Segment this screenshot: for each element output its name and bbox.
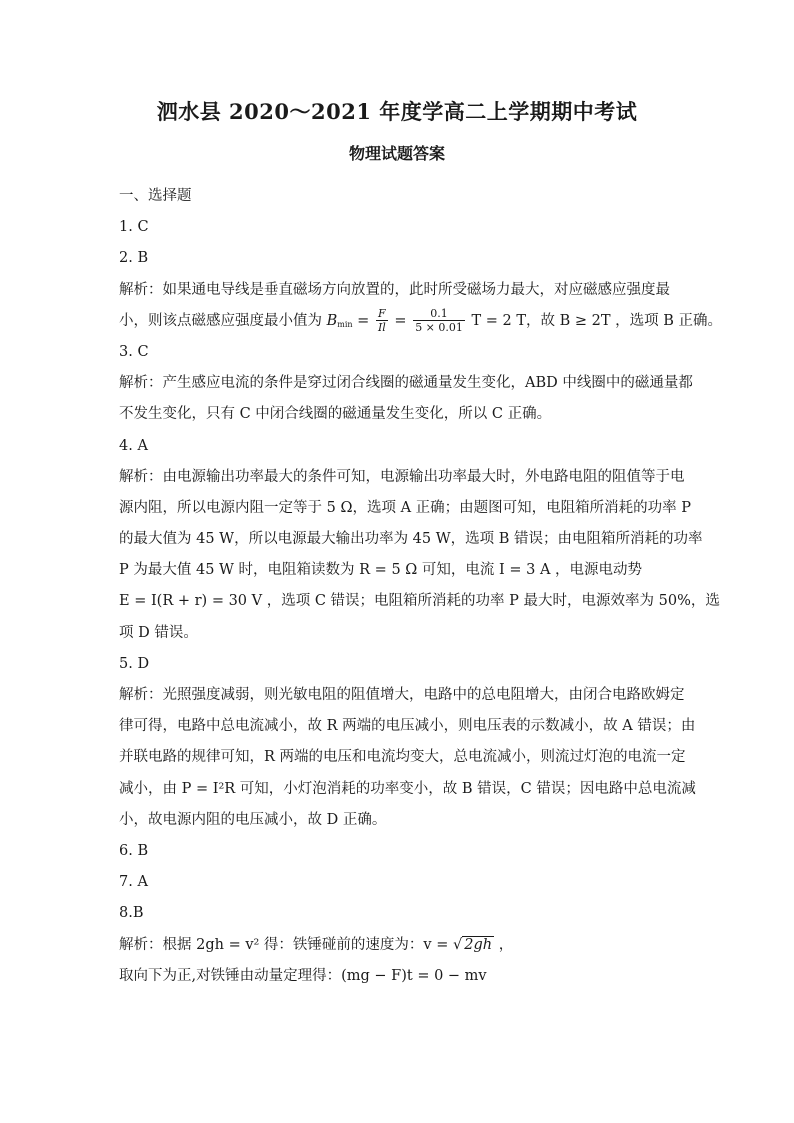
explanation-5-line-3: 并联电路的规律可知，R 两端的电压和电流均变大，总电流减小，则流过灯泡的电流一定 [119,749,686,766]
answer-2: 2. B [119,250,149,267]
sqrt-content: 2gh [464,936,493,953]
answer-6: 6. B [119,842,149,859]
explanation-5-line-1: 解析：光照强度减弱，则光敏电阻的阻值增大，电路中的总电阻增大，由闭合电路欧姆定 [119,687,685,703]
explanation-8-line-1 [119,930,679,961]
fraction-denominator-il: Il [377,321,386,335]
page-subtitle: 物理试题答案 [348,144,445,163]
explanation-4-line-3: 的最大值为 45 W，所以电源最大输出功率为 45 W，选项 B 错误；由电阻箱所消耗的功率 [119,531,703,548]
answer-8: 8.B [119,905,144,922]
explanation-4-line-6: 项 D 错误。 [119,624,198,641]
formula-fraction-numeric [413,307,465,334]
explanation-2-text-post: ，故 B ≥ 2T ，选项 B 正确。 [526,312,723,329]
explanation-8-line-2: 取向下为正,对铁锤由动量定理得：(mg − F)t = 0 − mv [119,967,487,984]
formula-equals-2: = [389,312,412,329]
sqrt-symbol: √ [453,936,463,953]
explanation-5-line-2: 律可得，电路中总电流减小，故 R 两端的电压减小，则电压表的示数减小，故 A 错误；由 [119,718,696,735]
fraction-numerator-f: F [376,307,388,321]
page-title: 泗水县 2020～2021 年度学高二上学期期中考试 [156,99,638,124]
formula-result: T = 2 T [466,312,527,329]
answer-7: 7. A [119,874,148,891]
formula-fraction-symbolic [376,307,388,334]
explanation-4-line-2: 源内阻，所以电源内阻一定等于 5 Ω，选项 A 正确；由题图可知，电阻箱所消耗的功率 P [119,499,692,516]
section-heading: 一、选择题 [119,188,192,204]
formula-b-symbol: B [326,312,338,329]
answer-3: 3. C [119,343,149,360]
explanation-4-line-1: 解析：由电源输出功率最大的条件可知，电源输出功率最大时，外电路电阻的阻值等于电 [119,468,685,485]
fraction-numerator-value: 0.1 [413,307,465,321]
answer-4: 4. A [119,437,148,454]
formula-equals-1: = [352,312,374,329]
explanation-2-line-2 [119,306,723,337]
explanation-8-text-post: ， [494,936,514,953]
explanation-3-line-2: 不发生变化，只有 C 中闭合线圈的磁通量发生变化，所以 C 正确。 [119,406,552,423]
explanation-4-line-5: E = I(R + r) = 30 V ，选项 C 错误；电阻箱所消耗的功率 P 最大时，电源效率为 50%，选 [119,593,720,610]
answer-body [119,181,723,992]
explanation-2-text-pre: 小，则该点磁感应强度最小值为 [119,312,327,329]
fraction-denominator-value: 5 × 0.01 [415,321,463,335]
explanation-5-line-5: 小，故电源内阻的电压减小，故 D 正确。 [119,811,387,828]
explanation-4-line-4: P 为最大值 45 W 时，电阻箱读数为 R = 5 Ω 可知，电流 I = 3 A ，电源电动势 [119,562,643,579]
explanation-5-line-4: 减小，由 P = I²R 可知，小灯泡消耗的功率变小，故 B 错误，C 错误；因电路中总电流减 [119,780,696,797]
answer-5: 5. D [119,655,150,672]
explanation-2-line-1: 解析：如果通电导线是垂直磁场方向放置的，此时所受磁场力最大，对应磁感应强度最 [119,281,670,298]
explanation-8-text-pre: 解析：根据 2gh = v² 得：铁锤碰前的速度为：v = [119,936,453,953]
formula-b-subscript: min [337,319,353,329]
answer-1: 1. C [119,219,149,236]
explanation-3-line-1: 解析：产生感应电流的条件是穿过闭合线圈的磁通量发生变化，ABD 中线圈中的磁通量都 [119,375,693,392]
